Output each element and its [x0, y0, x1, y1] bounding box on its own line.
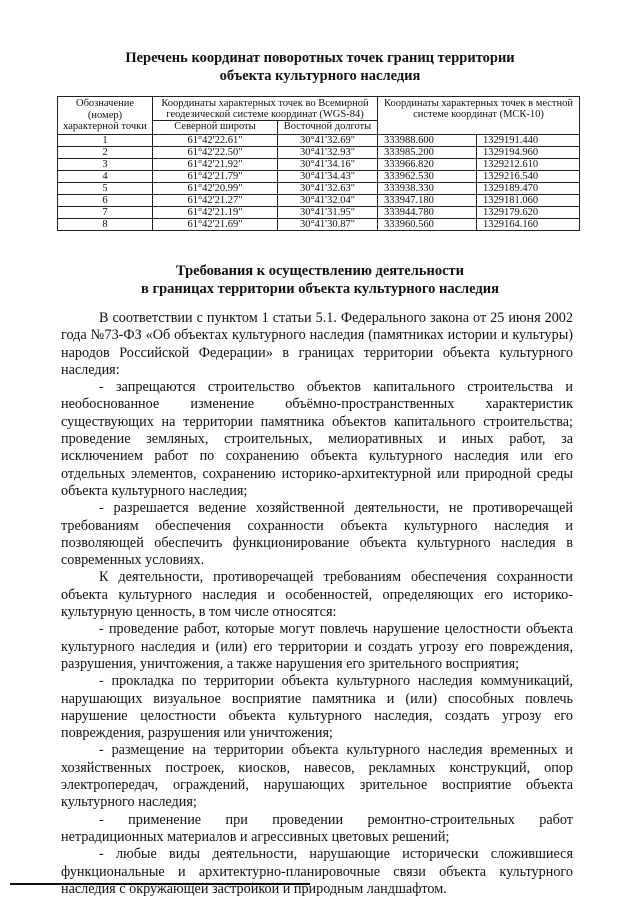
section-heading-line-1: Требования к осуществлению деятельности [175, 263, 465, 279]
paragraph-intro: В соответствии с пунктом 1 статьи 5.1. Федерального закона от 25 июня 2002 года №73-ФЗ «Об объектах культурного наследия (памятниках истории и культуры) народов Российской Федерации» в границах территории объекта культурного наследия: [61, 310, 573, 378]
cell-longitude: 30°41'34.43" [278, 171, 378, 183]
table-row [58, 195, 580, 207]
table-row [58, 219, 580, 231]
cell-longitude: 30°41'32.63" [278, 183, 378, 195]
table-row [58, 183, 580, 195]
cell-latitude: 61°42'22.50" [153, 147, 278, 159]
document-title-line-2: объекта культурного наследия [219, 68, 421, 84]
cell-y: 1329181.060 [477, 195, 580, 207]
cell-x: 333985.200 [378, 147, 477, 159]
paragraph-contrary-activities: К деятельности, противоречащей требованиям обеспечения сохранности объекта культурного наследия и особенностей, определяющих его историко-культурную ценность, в том числе относятся: [61, 569, 573, 621]
paragraph-list-item: - проведение работ, которые могут повлечь нарушение целостности объекта культурного наследия и (или) его территории и создать угрозу его повреждения, разрушения, уничтожения, а также нарушения его зрительного восприятия; [61, 621, 573, 672]
cell-latitude: 61°42'20.99" [153, 183, 278, 195]
cell-point: 2 [58, 147, 153, 159]
cell-y: 1329164.160 [477, 219, 580, 231]
paragraph-list-item: - размещение на территории объекта культурного наследия временных и хозяйственных построек, киосков, навесов, рекламных конструкций, опор электропередач, ограждений, нарушающих зрительное восприятие объекта культурного наследия; [61, 742, 573, 811]
cell-latitude: 61°42'21.92" [153, 159, 278, 171]
cell-longitude: 30°41'32.69" [278, 135, 378, 147]
cell-x: 333988.600 [378, 135, 477, 147]
coordinates-table [57, 96, 580, 231]
cell-y: 1329212.610 [477, 159, 580, 171]
cell-longitude: 30°41'32.04" [278, 195, 378, 207]
cell-point: 4 [58, 171, 153, 183]
cell-latitude: 61°42'21.69" [153, 219, 278, 231]
cell-x: 333938.330 [378, 183, 477, 195]
header-msk10: Координаты характерных точек в местной системе координат (МСК-10) [378, 97, 580, 135]
table-row [58, 147, 580, 159]
table-row [58, 171, 580, 183]
section-heading [0, 262, 640, 298]
paragraph-prohibited: - запрещаются строительство объектов капитального строительства и необоснованное изменение объёмно-пространственных характеристик существующих на территории памятника объектов капитального строительства; проведение земляных, строительных, мелиоративных и иных работ, за исключением работ по сохранению объекта культурного наследия или его отдельных элементов, сохранению историко-архитектурной или природной среды объекта культурного наследия; [61, 379, 573, 499]
cell-point: 7 [58, 207, 153, 219]
header-point-number: Обозначение (номер) характерной точки [58, 97, 153, 135]
cell-longitude: 30°41'32.93" [278, 147, 378, 159]
paragraph-list-item: - любые виды деятельности, нарушающие исторически сложившиеся функциональные и архитектурно-планировочные связи объекта культурного наследия с окружающей застройкой и природным ландшафтом. [61, 846, 573, 897]
cell-latitude: 61°42'21.19" [153, 207, 278, 219]
header-latitude: Северной широты [153, 121, 278, 135]
cell-y: 1329191.440 [477, 135, 580, 147]
header-longitude: Восточной долготы [278, 121, 378, 135]
section-heading-line-2: в границах территории объекта культурного наследия [141, 281, 499, 297]
cell-x: 333960.560 [378, 219, 477, 231]
table-row [58, 159, 580, 171]
cell-x: 333947.180 [378, 195, 477, 207]
cell-latitude: 61°42'21.79" [153, 171, 278, 183]
cell-point: 1 [58, 135, 153, 147]
cell-point: 5 [58, 183, 153, 195]
cell-y: 1329179.620 [477, 207, 580, 219]
footer-divider [10, 883, 310, 885]
paragraph-permitted: - разрешается ведение хозяйственной деятельности, не противоречащей требованиям обеспечения сохранности объекта культурного наследия и позволяющей обеспечить функционирование объекта культурного наследия в современных условиях. [61, 500, 573, 569]
document-title [0, 49, 640, 85]
cell-longitude: 30°41'30.87" [278, 219, 378, 231]
cell-y: 1329194.960 [477, 147, 580, 159]
cell-y: 1329189.470 [477, 183, 580, 195]
table-row [58, 135, 580, 147]
requirements-text [61, 310, 573, 898]
cell-longitude: 30°41'34.16" [278, 159, 378, 171]
cell-x: 333944.780 [378, 207, 477, 219]
table-header-row [58, 97, 580, 121]
header-wgs84: Координаты характерных точек во Всемирной геодезической системе координат (WGS-84) [153, 97, 378, 121]
paragraph-list-item: - применение при проведении ремонтно-строительных работ нетрадиционных материалов и агрессивных цветовых решений; [61, 811, 573, 845]
cell-latitude: 61°42'22.61" [153, 135, 278, 147]
cell-x: 333966.820 [378, 159, 477, 171]
cell-point: 3 [58, 159, 153, 171]
paragraph-list-item: - прокладка по территории объекта культурного наследия коммуникаций, нарушающих визуальное восприятие памятника и (или) способных повлечь нарушение целостности объекта культурного наследия, создать угрозу его повреждения, разрушения или уничтожения; [61, 673, 573, 742]
cell-latitude: 61°42'21.27" [153, 195, 278, 207]
cell-longitude: 30°41'31.95" [278, 207, 378, 219]
cell-point: 6 [58, 195, 153, 207]
table-row [58, 207, 580, 219]
cell-y: 1329216.540 [477, 171, 580, 183]
cell-point: 8 [58, 219, 153, 231]
cell-x: 333962.530 [378, 171, 477, 183]
document-title-line-1: Перечень координат поворотных точек границ территории [125, 50, 515, 66]
